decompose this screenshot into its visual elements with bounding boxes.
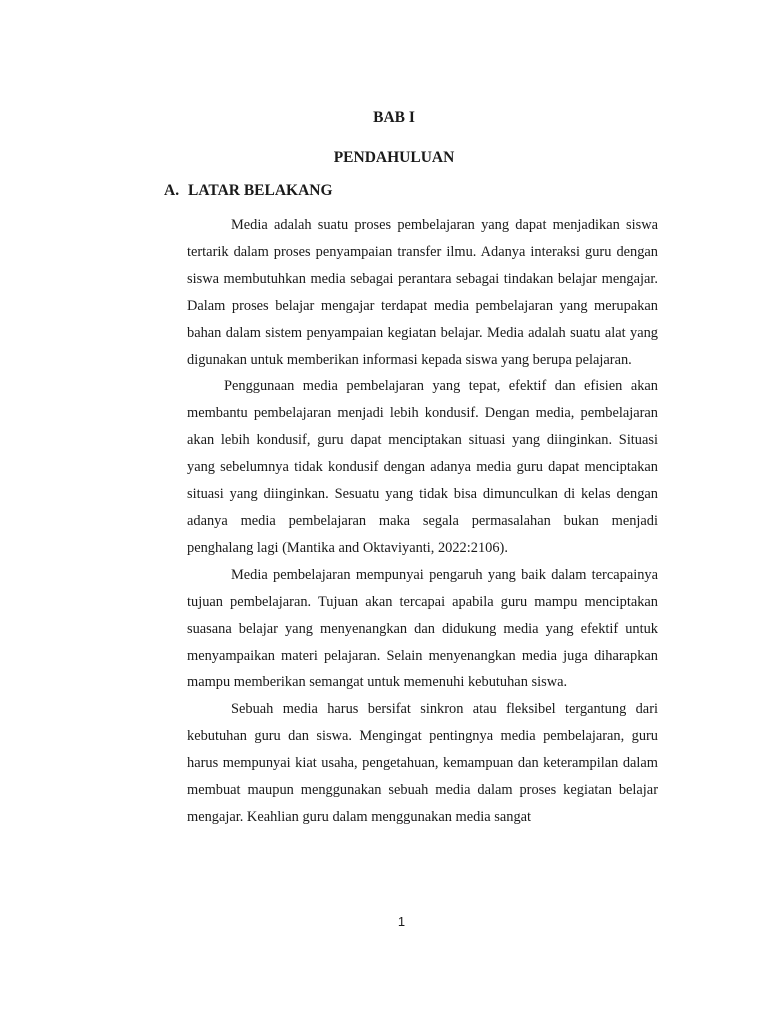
paragraph-3: Media pembelajaran mempunyai pengaruh yang baik dalam tercapainya tujuan pembelajaran. Tujuan akan tercapai apabila guru mampu menciptakan suasana belajar yang menyenangkan dan didukung media yang efektif untuk menyampaikan materi pelajaran. Selain menyenangkan media juga diharapkan mampu memberikan semangat untuk memenuhi kebutuhan siswa. <box>187 566 658 691</box>
body-text <box>187 212 658 831</box>
section-heading <box>164 181 333 201</box>
chapter-title: PENDAHULUAN <box>333 149 455 166</box>
paragraph-1: Media adalah suatu proses pembelajaran yang dapat menjadikan siswa tertarik dalam proses penyampaian transfer ilmu. Adanya interaksi guru dengan siswa membutuhkan media sebagai perantara sebagai tindakan belajar mengajar. Dalam proses belajar mengajar terdapat media pembelajaran yang merupakan bahan dalam sistem penyampaian kegiatan belajar. Media adalah suatu alat yang digunakan untuk memberikan informasi kepada siswa yang berupa pelajaran. <box>187 217 658 368</box>
section-letter: A. <box>164 182 180 199</box>
section-title: LATAR BELAKANG <box>188 182 333 199</box>
page-number: 1 <box>397 914 406 929</box>
paragraph-2: Penggunaan media pembelajaran yang tepat, efektif dan efisien akan membantu pembelajaran menjadi lebih kondusif. Dengan media, pembelajaran akan lebih kondusif, guru dapat menciptakan situasi yang diinginkan. Situasi yang sebelumnya tidak kondusif dengan adanya media guru dapat menciptakan situasi yang diinginkan. Sesuatu yang tidak bisa dimunculkan di kelas dengan adanya media pembelajaran maka segala permasalahan bukan menjadi penghalang lagi (Mantika and Oktaviyanti, 2022:2106). <box>187 378 658 556</box>
chapter-number: BAB I <box>373 109 415 126</box>
paragraph-4: Sebuah media harus bersifat sinkron atau fleksibel tergantung dari kebutuhan guru dan siswa. Mengingat pentingnya media pembelajaran, guru harus mempunyai kiat usaha, pengetahuan, kemampuan dan keterampilan dalam membuat maupun menggunakan sebuah media dalam proses kegiatan belajar mengajar. Keahlian guru dalam menggunakan media sangat <box>187 701 658 825</box>
